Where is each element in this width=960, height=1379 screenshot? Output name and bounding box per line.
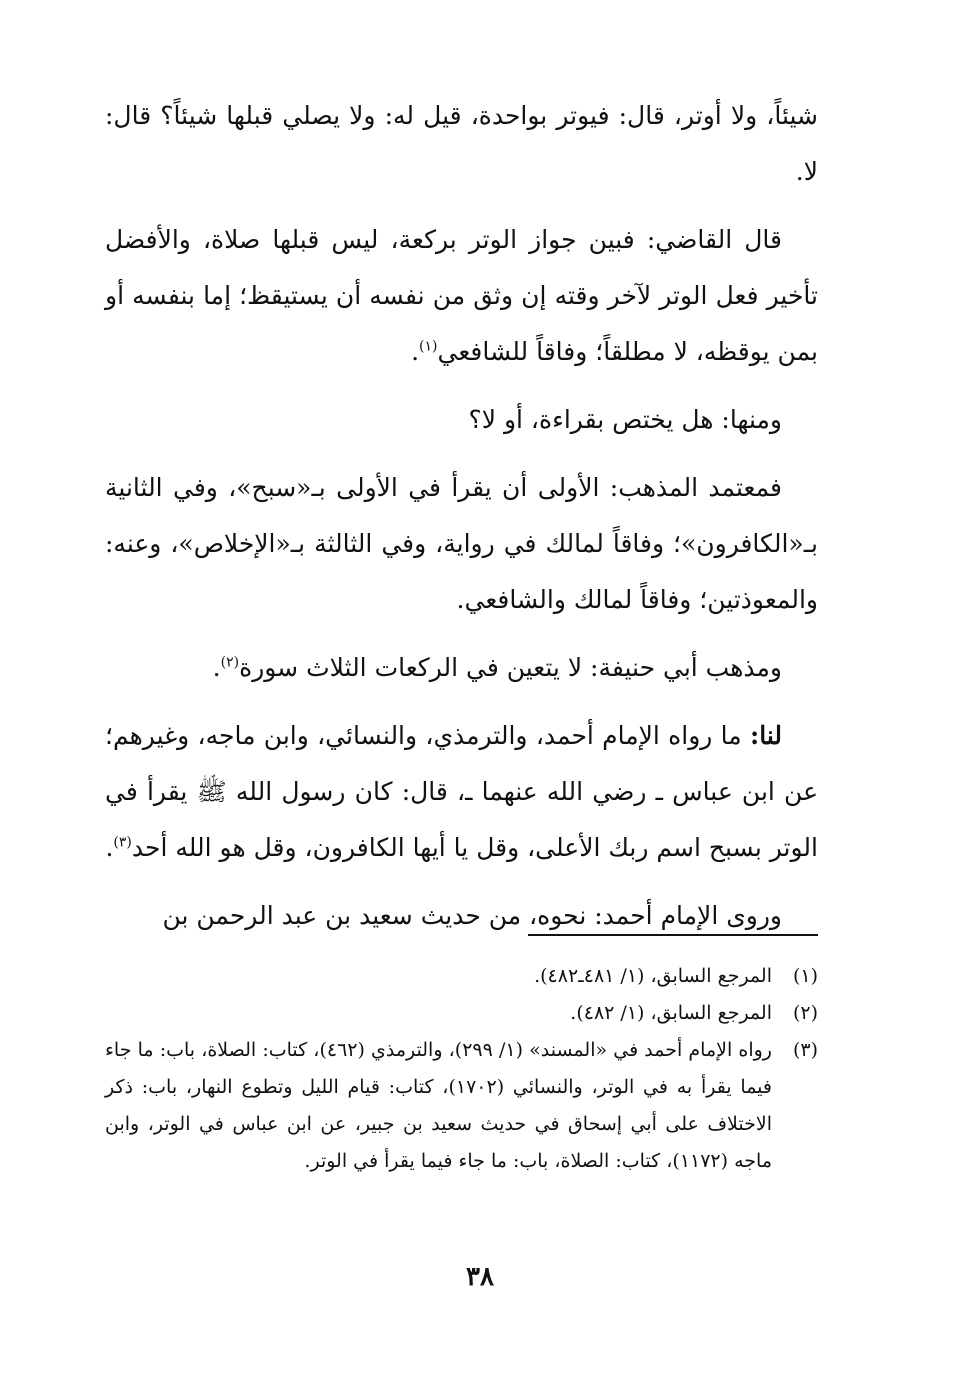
page-number: ٣٨ [466,1262,494,1292]
paragraph-1: شيئاً، ولا أوتر، قال: فيوتر بواحدة، قيل له: ولا يصلي قبلها شيئاً؟ قال: لا. [105,101,818,186]
footnotes [105,958,818,1180]
footnote-text: رواه الإمام أحمد في «المسند» (١/ ٢٩٩)، والترمذي (٤٦٢)، كتاب: الصلاة، باب: ما جاء فيما يقرأ به في الوتر، والنسائي (١٧٠٢)، كتاب: قيام الليل وتطوع النهار، باب: ذكر الاختلاف على أبي إسحاق في حديث سعيد بن جبير، عن ابن عباس في الوتر، وابن ماجه (١١٧٢)، كتاب: الصلاة، باب: ما جاء فيما يقرأ في الوتر. [105,1039,772,1172]
footnote-ref-1: (١) [419,338,438,355]
paragraph-3: ومنها: هل يختص بقراءة، أو لا؟ [468,405,782,434]
footnote-text: المرجع السابق، (١/ ٤٨٢). [570,1002,772,1024]
paragraph-4: فمعتمد المذهب: الأولى أن يقرأ في الأولى بـ«سبح»، وفي الثانية بـ«الكافرون»؛ وفاقاً لمالك في رواية، وفي الثالثة بـ«الإخلاص»، وعنه: والمعوذتين؛ وفاقاً لمالك والشافعي. [105,473,818,614]
footnote-text: المرجع السابق، (١/ ٤٨١ـ٤٨٢). [534,965,772,987]
paragraph-2: قال القاضي: فبين جواز الوتر بركعة، ليس قبلها صلاة، والأفضل تأخير فعل الوتر لآخر وقته إن وثق من نفسه أن يستيقظ؛ إما بنفسه أو بمن يوقظه، لا مطلقاً؛ وفاقاً للشافعي$^{(١)}$. [105,225,818,366]
footnote-ref-2: (٢) [220,654,240,671]
paragraph-lead: لنا: [749,721,782,750]
footnote-number: (٢) [792,1002,818,1024]
main-text [105,88,818,956]
footnote-3 [105,1032,818,1180]
footnote-ref-3: (٣) [113,834,132,851]
paragraph-7: وروى الإمام أحمد: نحوه، من حديث سعيد بن عبد الرحمن بن [162,901,782,930]
paragraph-5: ومذهب أبي حنيفة: لا يتعين في الركعات الثلاث سورة$^{(٢)}$. [212,653,782,682]
footnote-separator [528,934,818,936]
footnote-2 [105,995,818,1032]
footnote-1 [105,958,818,995]
footnote-number: (٣) [792,1039,818,1061]
footnote-number: (١) [792,965,818,987]
paragraph-6: لنا: ما رواه الإمام أحمد، والترمذي، والنسائي، وابن ماجه، وغيرهم؛ عن ابن عباس ـ رضي الله عنهما ـ، قال: كان رسول الله ﷺ يقرأ في الوتر بسبح اسم ربك الأعلى، وقل يا أيها الكافرون، وقل هو الله أحد$^{(٣)}$. [105,721,818,862]
